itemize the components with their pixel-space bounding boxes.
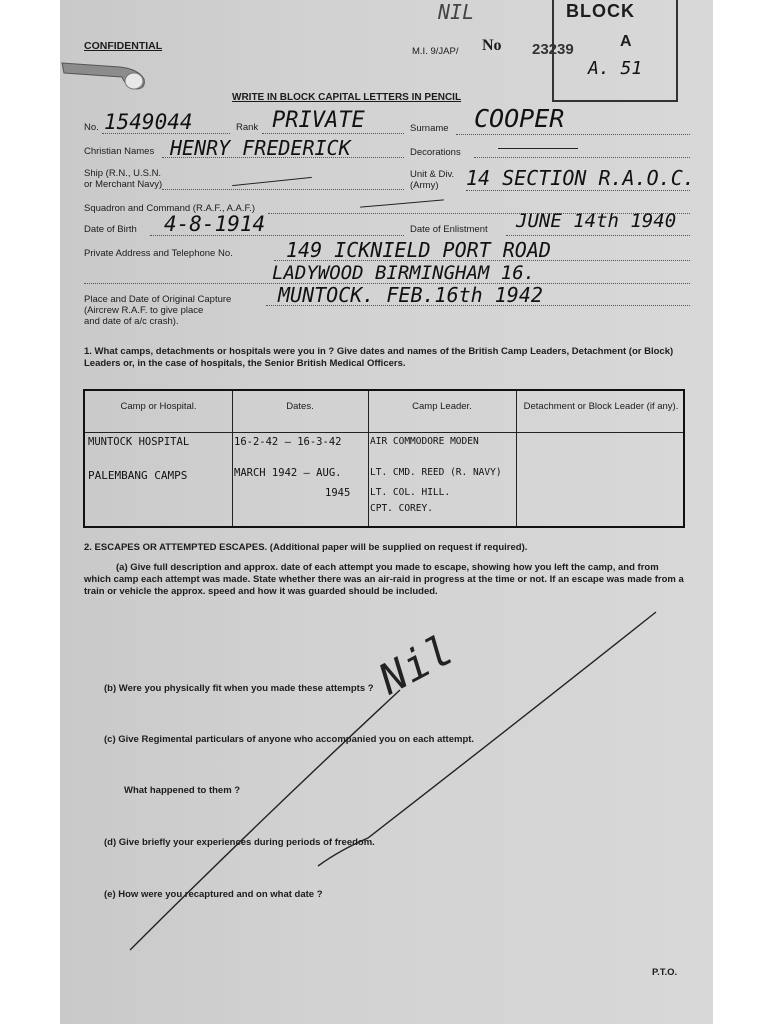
pto-label: P.T.O. (652, 967, 678, 978)
rank-label: Rank (236, 122, 259, 133)
instruction-heading: WRITE IN BLOCK CAPITAL LETTERS IN PENCIL (232, 92, 462, 103)
header-dates: Dates. (286, 401, 314, 412)
date-of-birth-value: 4-8-1914 (164, 212, 266, 236)
enlistment-label: Date of Enlistment (410, 224, 488, 235)
row2-leader-3: CPT. COREY. (370, 503, 433, 514)
row1-dates: 16-2-42 — 16-3-42 (234, 436, 342, 448)
address-line-1: 149 ICKNIELD PORT ROAD (286, 238, 551, 262)
reference-prefix: M.I. 9/JAP/ (412, 46, 459, 57)
stamp-word: BLOCK (566, 1, 635, 21)
row2-dates-1: MARCH 1942 — AUG. (234, 467, 342, 479)
row2-leader-1: LT. CMD. REED (R. NAVY) (370, 467, 502, 478)
question-1: 1. What camps, detachments or hospitals were you in ? Give dates and names of the British Camp Leaders, Detachment (or Block) Leaders or, in the case of hospitals, the Senior British Medical Officers. (84, 346, 674, 369)
header-leader: Camp Leader. (412, 401, 472, 412)
surname-label: Surname (410, 123, 449, 134)
christian-names-value: HENRY FREDERICK (170, 136, 351, 160)
stamp-handwritten-top: NIL (438, 0, 475, 24)
header-detachment: Detachment or Block Leader (if any). (523, 401, 679, 412)
stamp-letter: A (620, 33, 632, 50)
surname-value: COOPER (474, 104, 565, 133)
address-line-2: LADYWOOD BIRMINGHAM 16. (272, 262, 536, 284)
christian-names-label: Christian Names (84, 146, 155, 157)
capture-label-1: Place and Date of Original Capture (84, 294, 232, 305)
question-2b: (b) Were you physically fit when you made these attempts ? (104, 683, 374, 694)
unit-label-1: Unit & Div. (410, 169, 455, 180)
row2-leader-2: LT. COL. HILL. (370, 487, 451, 498)
stamp-handwritten-bottom: A. 51 (588, 58, 643, 79)
enlistment-value: JUNE 14th 1940 (516, 210, 677, 232)
question-2-title: 2. ESCAPES OR ATTEMPTED ESCAPES. (Additional paper will be supplied on request if required). (84, 542, 528, 553)
capture-label-2: (Aircrew R.A.F. to give place (84, 305, 204, 316)
ship-label-2: or Merchant Navy) (84, 179, 163, 190)
question-2e: (e) How were you recaptured and on what date ? (104, 889, 323, 900)
capture-label-3: and date of a/c crash). (84, 316, 179, 327)
row2-dates-2: 1945 (325, 487, 351, 499)
address-label: Private Address and Telephone No. (84, 248, 233, 259)
rank-value: PRIVATE (272, 108, 365, 133)
decorations-label: Decorations (410, 147, 461, 158)
number-value: 23239 (532, 41, 574, 58)
question-2d: (d) Give briefly your experiences during periods of freedom. (104, 837, 375, 848)
number-label: No (482, 37, 502, 54)
service-number-label: No. (84, 122, 99, 133)
question-2a: (a) Give full description and approx. date of each attempt you made to escape, showing how you left the camp, and from which camp each attempt was made. State whether there was an air-raid in progress at the time or not. If an escape was made from a train or vehicle the approx. speed and how it was guarded should be included. (84, 562, 684, 597)
capture-value: MUNTOCK. FEB.16th 1942 (278, 283, 543, 307)
unit-value: 14 SECTION R.A.O.C. (466, 166, 695, 190)
squadron-label: Squadron and Command (R.A.F., A.A.F.) (84, 203, 256, 214)
service-number-value: 1549044 (104, 110, 193, 134)
question-2c: (c) Give Regimental particulars of anyone who accompanied you on each attempt. (104, 734, 475, 745)
row2-camp: PALEMBANG CAMPS (88, 469, 188, 482)
ship-label-1: Ship (R.N., U.S.N. (84, 168, 162, 179)
nil-scrawl: Nil (370, 625, 461, 704)
unit-label-2: (Army) (410, 180, 439, 191)
confidential-label: CONFIDENTIAL (84, 40, 163, 52)
question-2c-followup: What happened to them ? (124, 785, 241, 796)
row1-camp: MUNTOCK HOSPITAL (88, 436, 190, 448)
row1-leader: AIR COMMODORE MODEN (370, 436, 479, 447)
date-of-birth-label: Date of Birth (84, 224, 137, 235)
header-camp: Camp or Hospital. (120, 401, 197, 412)
